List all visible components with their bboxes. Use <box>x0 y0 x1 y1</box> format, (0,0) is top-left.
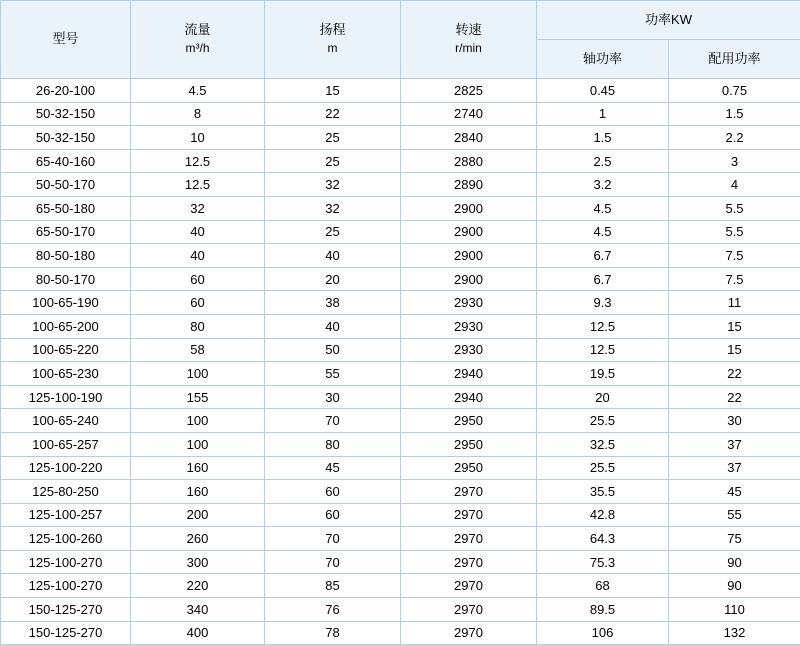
table-row <box>1 503 800 527</box>
cell-model: 125-100-270 <box>1 574 131 598</box>
cell-flow: 155 <box>131 385 265 409</box>
cell-speed: 2970 <box>401 480 537 504</box>
cell-speed: 2880 <box>401 149 537 173</box>
cell-motor-power: 55 <box>669 503 800 527</box>
column-header-head-unit: m <box>266 40 399 57</box>
cell-speed: 2970 <box>401 598 537 622</box>
table-row <box>1 196 800 220</box>
table-row <box>1 220 800 244</box>
cell-model: 26-20-100 <box>1 79 131 103</box>
cell-head: 22 <box>265 102 401 126</box>
cell-head: 25 <box>265 149 401 173</box>
cell-model: 125-80-250 <box>1 480 131 504</box>
cell-motor-power: 5.5 <box>669 196 800 220</box>
cell-head: 15 <box>265 79 401 103</box>
cell-motor-power: 132 <box>669 621 800 645</box>
cell-head: 78 <box>265 621 401 645</box>
cell-flow: 80 <box>131 314 265 338</box>
cell-head: 76 <box>265 598 401 622</box>
cell-speed: 2890 <box>401 173 537 197</box>
cell-model: 100-65-257 <box>1 432 131 456</box>
table-row <box>1 149 800 173</box>
cell-flow: 8 <box>131 102 265 126</box>
cell-model: 65-40-160 <box>1 149 131 173</box>
table-row <box>1 432 800 456</box>
cell-shaft-power: 12.5 <box>537 338 669 362</box>
column-header-speed-label: 转速 <box>455 22 481 37</box>
cell-flow: 220 <box>131 574 265 598</box>
cell-shaft-power: 25.5 <box>537 456 669 480</box>
cell-speed: 2840 <box>401 126 537 150</box>
cell-head: 25 <box>265 220 401 244</box>
cell-flow: 100 <box>131 362 265 386</box>
cell-speed: 2900 <box>401 220 537 244</box>
cell-speed: 2950 <box>401 432 537 456</box>
column-header-flow-unit: m³/h <box>132 40 263 57</box>
column-header-power-group: 功率KW <box>537 1 800 40</box>
cell-model: 80-50-180 <box>1 244 131 268</box>
table-body <box>1 79 800 645</box>
cell-speed: 2950 <box>401 409 537 433</box>
table-row <box>1 244 800 268</box>
cell-shaft-power: 20 <box>537 385 669 409</box>
cell-speed: 2900 <box>401 267 537 291</box>
cell-motor-power: 1.5 <box>669 102 800 126</box>
cell-flow: 300 <box>131 550 265 574</box>
cell-model: 150-125-270 <box>1 621 131 645</box>
cell-shaft-power: 4.5 <box>537 220 669 244</box>
column-header-head <box>265 1 401 79</box>
cell-flow: 260 <box>131 527 265 551</box>
cell-shaft-power: 12.5 <box>537 314 669 338</box>
cell-shaft-power: 1.5 <box>537 126 669 150</box>
cell-speed: 2930 <box>401 291 537 315</box>
table-row <box>1 456 800 480</box>
cell-head: 32 <box>265 196 401 220</box>
cell-head: 70 <box>265 409 401 433</box>
cell-model: 100-65-200 <box>1 314 131 338</box>
cell-motor-power: 45 <box>669 480 800 504</box>
cell-model: 125-100-220 <box>1 456 131 480</box>
cell-motor-power: 3 <box>669 149 800 173</box>
cell-head: 32 <box>265 173 401 197</box>
cell-motor-power: 2.2 <box>669 126 800 150</box>
cell-speed: 2825 <box>401 79 537 103</box>
cell-flow: 60 <box>131 267 265 291</box>
cell-motor-power: 22 <box>669 362 800 386</box>
cell-speed: 2970 <box>401 621 537 645</box>
cell-shaft-power: 75.3 <box>537 550 669 574</box>
cell-head: 50 <box>265 338 401 362</box>
cell-shaft-power: 9.3 <box>537 291 669 315</box>
cell-flow: 400 <box>131 621 265 645</box>
cell-model: 100-65-190 <box>1 291 131 315</box>
cell-flow: 100 <box>131 432 265 456</box>
table-row <box>1 527 800 551</box>
cell-shaft-power: 64.3 <box>537 527 669 551</box>
cell-model: 125-100-260 <box>1 527 131 551</box>
cell-speed: 2930 <box>401 338 537 362</box>
table-row <box>1 550 800 574</box>
cell-motor-power: 5.5 <box>669 220 800 244</box>
cell-head: 45 <box>265 456 401 480</box>
cell-model: 50-50-170 <box>1 173 131 197</box>
table-row <box>1 338 800 362</box>
cell-shaft-power: 0.45 <box>537 79 669 103</box>
cell-motor-power: 11 <box>669 291 800 315</box>
cell-motor-power: 30 <box>669 409 800 433</box>
table-row <box>1 621 800 645</box>
cell-speed: 2970 <box>401 574 537 598</box>
header-row-primary <box>1 1 800 40</box>
cell-motor-power: 37 <box>669 432 800 456</box>
column-header-speed <box>401 1 537 79</box>
cell-model: 80-50-170 <box>1 267 131 291</box>
cell-shaft-power: 19.5 <box>537 362 669 386</box>
column-header-model: 型号 <box>1 1 131 79</box>
table-row <box>1 385 800 409</box>
cell-motor-power: 75 <box>669 527 800 551</box>
table-row <box>1 598 800 622</box>
cell-flow: 100 <box>131 409 265 433</box>
cell-motor-power: 22 <box>669 385 800 409</box>
cell-model: 100-65-240 <box>1 409 131 433</box>
cell-shaft-power: 89.5 <box>537 598 669 622</box>
cell-shaft-power: 3.2 <box>537 173 669 197</box>
cell-speed: 2900 <box>401 244 537 268</box>
cell-flow: 58 <box>131 338 265 362</box>
cell-head: 38 <box>265 291 401 315</box>
cell-motor-power: 90 <box>669 550 800 574</box>
cell-head: 20 <box>265 267 401 291</box>
cell-shaft-power: 6.7 <box>537 244 669 268</box>
column-header-flow <box>131 1 265 79</box>
cell-motor-power: 110 <box>669 598 800 622</box>
cell-speed: 2970 <box>401 550 537 574</box>
cell-shaft-power: 25.5 <box>537 409 669 433</box>
cell-flow: 40 <box>131 244 265 268</box>
cell-model: 65-50-180 <box>1 196 131 220</box>
cell-head: 80 <box>265 432 401 456</box>
table-row <box>1 314 800 338</box>
cell-flow: 160 <box>131 456 265 480</box>
cell-flow: 12.5 <box>131 149 265 173</box>
table-row <box>1 102 800 126</box>
table-row <box>1 480 800 504</box>
cell-flow: 12.5 <box>131 173 265 197</box>
cell-head: 30 <box>265 385 401 409</box>
cell-model: 100-65-230 <box>1 362 131 386</box>
cell-speed: 2940 <box>401 385 537 409</box>
table-row <box>1 574 800 598</box>
cell-model: 50-32-150 <box>1 126 131 150</box>
cell-model: 50-32-150 <box>1 102 131 126</box>
table-row <box>1 126 800 150</box>
cell-shaft-power: 68 <box>537 574 669 598</box>
cell-model: 125-100-257 <box>1 503 131 527</box>
cell-head: 40 <box>265 244 401 268</box>
cell-flow: 40 <box>131 220 265 244</box>
cell-flow: 340 <box>131 598 265 622</box>
cell-motor-power: 15 <box>669 314 800 338</box>
cell-motor-power: 7.5 <box>669 267 800 291</box>
cell-speed: 2930 <box>401 314 537 338</box>
table-row <box>1 173 800 197</box>
cell-shaft-power: 35.5 <box>537 480 669 504</box>
table-row <box>1 267 800 291</box>
cell-speed: 2970 <box>401 527 537 551</box>
cell-shaft-power: 4.5 <box>537 196 669 220</box>
cell-head: 70 <box>265 527 401 551</box>
cell-motor-power: 15 <box>669 338 800 362</box>
column-header-speed-unit: r/min <box>402 40 535 57</box>
cell-shaft-power: 42.8 <box>537 503 669 527</box>
cell-flow: 4.5 <box>131 79 265 103</box>
cell-shaft-power: 1 <box>537 102 669 126</box>
cell-model: 65-50-170 <box>1 220 131 244</box>
cell-motor-power: 0.75 <box>669 79 800 103</box>
column-header-shaft-power: 轴功率 <box>537 40 669 79</box>
table-header <box>1 1 800 79</box>
cell-head: 85 <box>265 574 401 598</box>
cell-flow: 160 <box>131 480 265 504</box>
column-header-motor-power: 配用功率 <box>669 40 800 79</box>
table-row <box>1 362 800 386</box>
cell-motor-power: 90 <box>669 574 800 598</box>
cell-shaft-power: 2.5 <box>537 149 669 173</box>
cell-shaft-power: 32.5 <box>537 432 669 456</box>
cell-flow: 32 <box>131 196 265 220</box>
cell-flow: 60 <box>131 291 265 315</box>
column-header-head-label: 扬程 <box>319 22 345 37</box>
cell-head: 70 <box>265 550 401 574</box>
cell-speed: 2950 <box>401 456 537 480</box>
table-row <box>1 409 800 433</box>
cell-head: 55 <box>265 362 401 386</box>
table-row <box>1 291 800 315</box>
cell-speed: 2940 <box>401 362 537 386</box>
cell-speed: 2970 <box>401 503 537 527</box>
cell-head: 60 <box>265 480 401 504</box>
cell-flow: 200 <box>131 503 265 527</box>
cell-flow: 10 <box>131 126 265 150</box>
cell-model: 125-100-270 <box>1 550 131 574</box>
cell-model: 150-125-270 <box>1 598 131 622</box>
cell-motor-power: 37 <box>669 456 800 480</box>
cell-model: 100-65-220 <box>1 338 131 362</box>
cell-shaft-power: 6.7 <box>537 267 669 291</box>
cell-head: 40 <box>265 314 401 338</box>
table-row <box>1 79 800 103</box>
cell-head: 60 <box>265 503 401 527</box>
cell-model: 125-100-190 <box>1 385 131 409</box>
cell-shaft-power: 106 <box>537 621 669 645</box>
cell-motor-power: 7.5 <box>669 244 800 268</box>
cell-head: 25 <box>265 126 401 150</box>
cell-motor-power: 4 <box>669 173 800 197</box>
cell-speed: 2900 <box>401 196 537 220</box>
column-header-flow-label: 流量 <box>184 22 210 37</box>
cell-speed: 2740 <box>401 102 537 126</box>
